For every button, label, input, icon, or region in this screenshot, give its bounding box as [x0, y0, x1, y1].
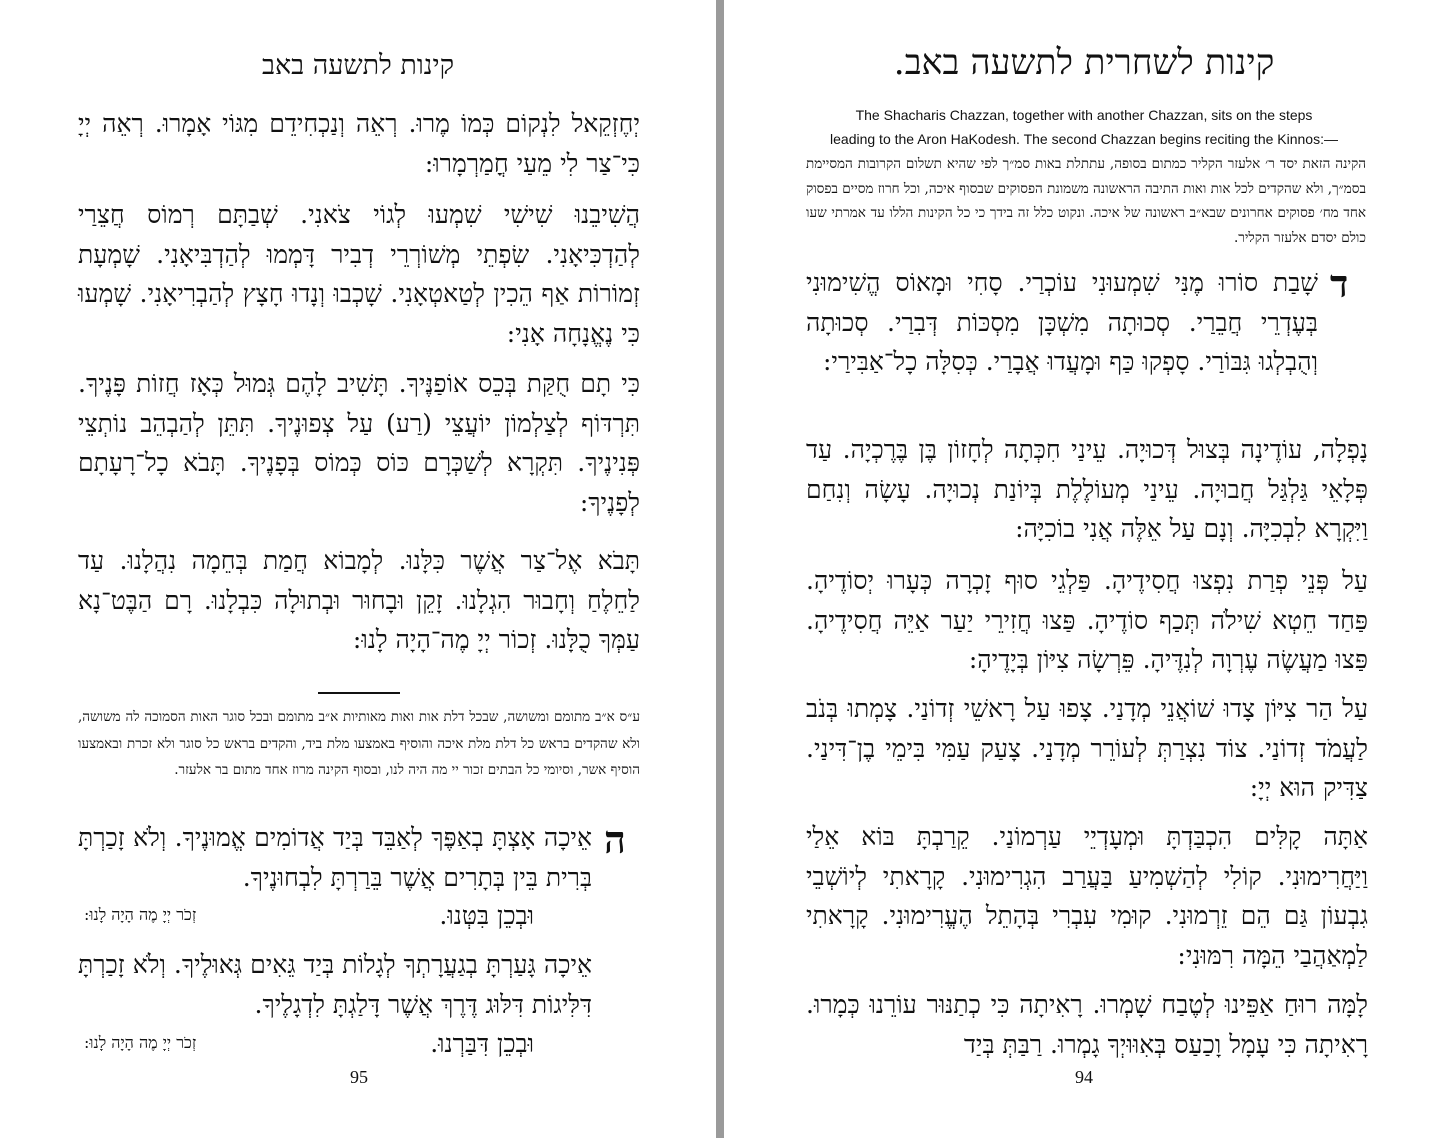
instruction-line-2: leading to the Aron HaKodesh. The second Chazzan begins reciting the Kinnos:— — [830, 131, 1338, 147]
stanza-bet: אֵיכָה גָּעַרְתָּ בְגַעֲרָתְךָ לְגָלוֹת בְּיַד גֵּאִים גְּאוּלֶיךָ. וְלֹא זָכַרְתָּ דִּלִּיגוֹת דִּלּוּג דֶּרֶךְ אֲשֶׁר דָּלַגְתָּ לִדְגָלֶיךָ. — [78, 950, 592, 1019]
stanza-2: הֲשִׁיבֵנוּ שִׁישִׁי שִׁמְעוּ לְגוֹי צֹאנִי. שְׁבַתָּם רְמוֹס חֲצֵרַי לְהַדְכִּיאָנִי. שִׂפְתֵי מְשׁוֹרְרֵי דְבִיר דָּמְמוּ לְהַדְבִּיאָנִי. שָׁמְעָת זְמוֹרוֹת אַף הֵכִין לְטַאטְאָנִי. שָׁכְבוּ וְנָדוּ חָצָץ לְהַבְרִיאָנִי. שָׁמְעוּ כִּי נֶאֱנָחָה אָנִי: — [78, 200, 640, 348]
introductory-note: הקינה הזאת יסד ר׳ אלעזר הקליר כמתום בסופה, עתתלת באות סמ״ך לפי שהיא תשלום הקרובות המסיימת בסמ״ך, ולא שהקדים לכל אות ואות התיבה הראשונה משמונת הפסוקים שבסוף איכה, וכל חרוז מסיים בפסוק אחד מח׳ פסוקים אחרונים שבא״ב ראשונה של איכה. ונקוט כלל זה בידך כי כל הקינות הללו עד אמרתי שעו כולם יסדם אלעזר הקליר. — [806, 156, 1366, 246]
page-number: 95 — [350, 1067, 368, 1087]
drop-cap-letter: ה — [604, 817, 626, 862]
page-number: 94 — [1075, 1067, 1093, 1087]
footnote-divider — [318, 692, 400, 694]
book-spine — [716, 0, 724, 1138]
introductory-note: ע״ס א״ב מתומם ומשושה, שבכל דלת אות ואות מאותיות א״ב מתומם ובכל סוגר האות הסמוכה לה משושה, ולא שהקדים בראש כל דלת מלת איכה והוסיף באמצעו מלת ביד, והקדים בראש כל סוגר ולא זכרת ובאמצעו הוסיף אשר, וסיומי כל הבתים זכור יי מה היה לנו, ובסוף הקינה מרוז אחד מתום בר אלעזר. — [78, 709, 640, 778]
stanza-alef-ending: וּבְכֵן בִּטְּנוּ. — [439, 901, 534, 930]
stanza-ayin: עַל פְּנֵי פְרַת נִפְצוּ חֲסִידֶיהָ. פַּלְגֵי סוּף זָכְרָה כְּעָרוּ יְסוֹדֶיהָ. פַּחַד חֵטְא שִׁילֹה תְּכַף סוֹדֶיהָ. פַּצוּ חֲזִירֵי יַעַר אַיֵּה חֲסִידֶיהָ. פַּצוּ מַעֲשֶׂה עֶרְוָה לְנִדֶּיהָ. פֵּרְשָׂה צִיּוֹן בְּיָדֶיהָ: — [806, 566, 1368, 674]
stanza-dalet: שָׁבַת סוֹרוּ מֶנִּי שִׁמְעוּנִי עוֹכְרַי. סָחִי וּמָאוֹס הֱשִׁימוּנִי בְּעֶדְרֵי חֲבֵרַי. סְכוּתָה מִשְׁכָּן מִסְכּוֹת דְּבִרַי. סְכוּתָה וְהֻבְלְגוּ גִּבּוֹרַי. סָפְקוּ כַּף וּמָעֲדוּ אֲבָרַי. כְּסִלָּה כָל־אַבִּירַי: — [806, 268, 1318, 376]
stanza-3: כִּי תָם חֻקַּת בְּכֵס אוֹפַנֶּיךָ. תָּשִׁיב לָהֶם גְּמוּל כְּאָז חֲזוֹת פָּנֶיךָ. תִּרְדּוֹף לְצַלְמוֹן יוֹעֲצֵי (רַע) עַל צְפוּנֶיךָ. תִּתֵּן לְהַבְהֵב נוֹתְצֵי פְּנִינֶיךָ. תִּקְרָא לְשַׁכְּרָם כּוֹס כְּמוֹס בְּפָנֶיךָ. תָּבֹא כָל־רָעָתָם לְפָנֶיךָ: — [78, 369, 640, 517]
left-page — [0, 0, 716, 1138]
stanza-kuf: אַתָּה קָלִּים הִכְבַּדְתָּ וּמְעָדְיֵי עַרְמוֹנַי. קֵרַבְתָּ בּוֹא אֵלַי וַיַּחֲרִימוּנִי. קוֹלִי לְהַשְׁמִיעַ בַּעֲרַב הִגְרִימוּנִי. קָרָאתִי לְיוֹשְׁבֵי גִבְעוֹן גַּם הֵם זֵרְמוּנִי. קוּמִי עִבְרִי בְּהָתֵל הֶעֱרִימוּנִי. קָרָאתִי לַמְאַהֲבַי הֵמָּה רִמּוּנִי: — [806, 822, 1368, 970]
page-title: קינות לשחרית לתשעה באב. — [893, 43, 1275, 83]
stanza-bet-ending: וּבְכֵן דִּבַּרְנוּ. — [430, 1029, 534, 1058]
right-page — [724, 0, 1445, 1138]
stanza-4: תָּבֹא אֶל־צַר אֲשֶׁר כִּלָּנוּ. לְמָבוֹא חֲמַת בְּחֵמָה נִהֲלָנוּ. עַד לַחֵלֶחַ וְחָבוּר הִגְלָנוּ. זָקֵן וּבָחוּר וּבְתוּלָה כִּבְלָנוּ. רָם הַבֶּט־נָא עַמְּךָ כֻלָּנוּ. זְכוֹר יְיָ מֶה־הָיָה לָנוּ: — [78, 546, 640, 654]
stanza-1: יְחֶזְקֵאל לִנְקוֹם כְּמוֹ מֶרוּ. רְאֵה וְנַכְחִידֵם מִגּוֹי אָמָרוּ. רְאֵה יְיָ כִּי־צַר לִי מֵעַי חֳמַרְמָרוּ: — [78, 109, 640, 178]
instruction-line-1: The Shacharis Chazzan, together with another Chazzan, sits on the steps — [855, 107, 1313, 123]
stanza-reish: לָמָּה רוּחַ אַפֵּינוּ לְטֶבַח שָׁמְרוּ. רָאִיתָה כִּי כְתַנּוּר עוֹרֵנוּ כְּמָרוּ. רָאִיתָה כִּי עָמָל וָכַעַס בְּאִוּוּיְךָ גָמְרוּ. רַבַּתְּ בְּיַד — [806, 990, 1368, 1059]
stanza-tzadi: עַל הַר צִיּוֹן צָדוּ שׁוֹאֲנֵי מְדָנַי. צָפוּ עַל רָאשֵׁי זְדוֹנַי. צָמְתוּ בְּנֹב לַעֲמֹד זְדוֹנַי. צוֹד נִצְרַתְּ לְעוֹרֵר מְדָנַי. צָעַק עַמִּי בִּימֵי בֶן־דִּינַי. צַדִּיק הוּא יְיָ: — [806, 694, 1368, 802]
chorus-bet: זְכֹר יְיָ מֶה הָיָה לָנוּ: — [84, 1033, 197, 1052]
stanza-alef: אֵיכָה אָצְתָּ בְאַפֶּךָ לְאַבֵּד בְּיַד אֲדוֹמִים אֱמוּנֶיךָ. וְלֹא זָכַרְתָּ בְּרִית בֵּין בְּתָרִים אֲשֶׁר בֵּרַרְתָּ לִבְחוּנֶיךָ. — [78, 823, 592, 892]
stanza-nun: נָפְלָה, עוֹדֶינָה בְּצוּל דְּכוּיָה. עֵינַי חִכְּתָה לְחָזוֹן בֶּן בֶּרֶכְיָה. עַד פְּלָאֵי גַּלְגַּל חֲבוּיָה. עֵינַי מְעוֹלֶלֶת בְּיוֹנַת נְכוּיָה. עָשָׂה וְנִחַם וַיִּקְרָא לִבְכִיָּה. וְנָם עַל אֵלֶּה אֲנִי בוֹכִיָּה: — [806, 435, 1368, 543]
drop-cap-letter: ד — [1330, 261, 1349, 306]
chorus-alef: זְכֹר יְיָ מֶה הָיָה לָנוּ: — [84, 905, 197, 924]
running-header: קינות לתשעה באב — [261, 50, 455, 81]
